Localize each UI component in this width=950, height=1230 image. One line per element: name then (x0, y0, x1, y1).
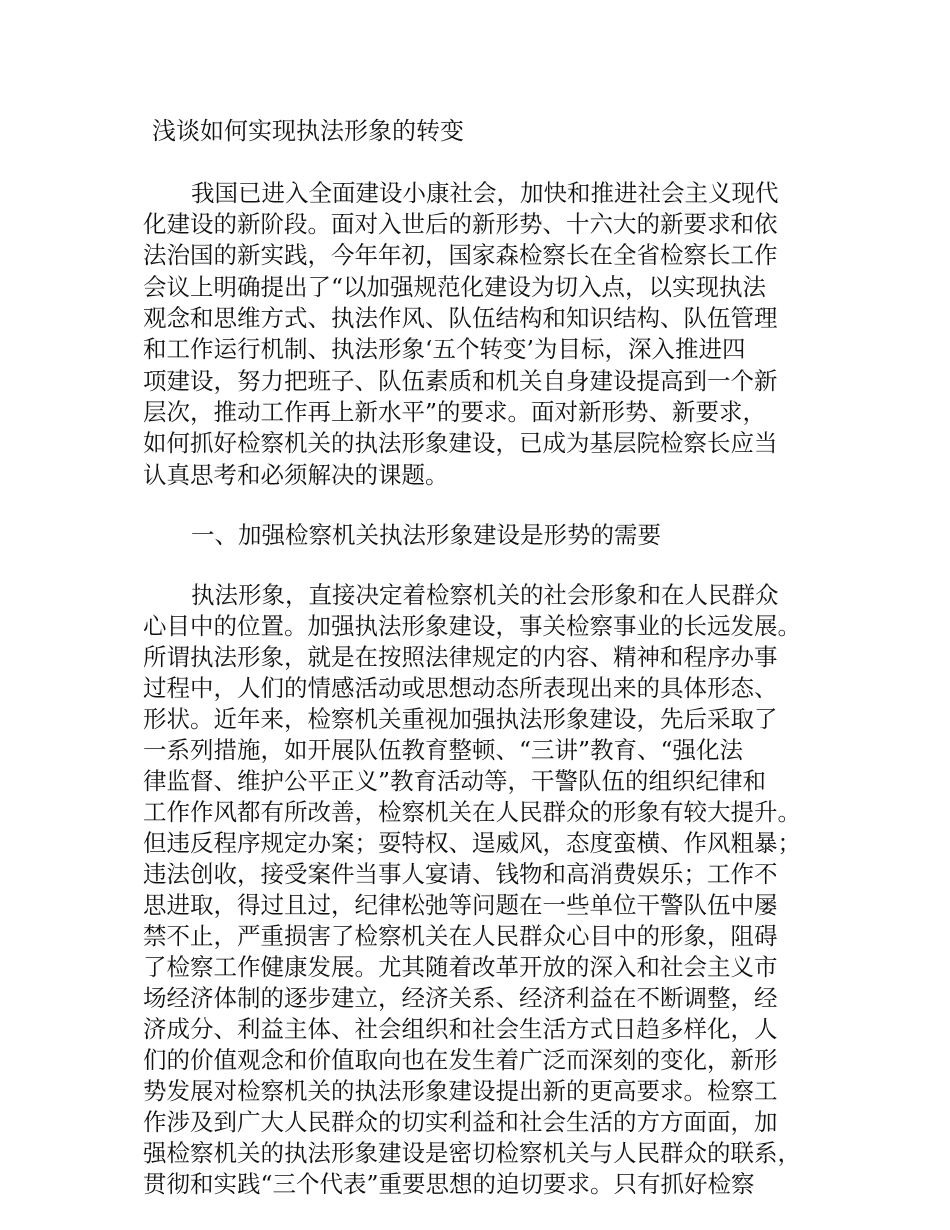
paragraph-2-line: 势发展对检察机关的执法形象建设提出新的更高要求。检察工 (143, 1077, 778, 1105)
paragraph-2-line: 心目中的位置。加强执法形象建设，事关检察事业的长远发展。 (143, 612, 801, 640)
paragraph-1-line: 如何抓好检察机关的执法形象建设，已成为基层院检察长应当 (143, 429, 778, 457)
paragraph-1-line: 化建设的新阶段。面对入世后的新形势、十六大的新要求和依 (143, 210, 778, 238)
paragraph-2-line: 作涉及到广大人民群众的切实利益和社会生活的方方面面，加 (143, 1108, 778, 1136)
paragraph-2-line: 济成分、利益主体、社会组织和社会生活方式日趋多样化，人 (143, 1015, 778, 1043)
paragraph-2-line: 一系列措施，如开展队伍教育整顿、“三讲”教育、“强化法 (143, 736, 744, 764)
paragraph-2-line: 过程中，人们的情感活动或思想动态所表现出来的具体形态、 (143, 674, 778, 702)
paragraph-2-line: 禁不止，严重损害了检察机关在人民群众心目中的形象，阻碍 (143, 922, 778, 950)
paragraph-2-line: 工作作风都有所改善，检察机关在人民群众的形象有较大提升。 (143, 798, 801, 826)
paragraph-2-line: 思进取，得过且过，纪律松弛等问题在一些单位干警队伍中屡 (143, 891, 778, 919)
paragraph-1-line: 会议上明确提出了“以加强规范化建设为切入点，以实现执法 (143, 273, 767, 301)
paragraph-2-line: 了检察工作健康发展。尤其随着改革开放的深入和社会主义市 (143, 953, 778, 981)
paragraph-2-line: 违法创收，接受案件当事人宴请、钱物和高消费娱乐；工作不 (143, 860, 778, 888)
document-title: 浅谈如何实现执法形象的转变 (152, 117, 464, 145)
paragraph-1-line: 认真思考和必须解决的课题。 (143, 461, 449, 489)
paragraph-1-line: 层次，推动工作再上新水平”的要求。面对新形势、新要求， (143, 398, 767, 426)
paragraph-1-line: 法治国的新实践，今年年初，国家森检察长在全省检察长工作 (143, 241, 778, 269)
paragraph-2-line: 执法形象，直接决定着检察机关的社会形象和在人民群众 (191, 581, 779, 609)
paragraph-2-line: 所谓执法形象，就是在按照法律规定的内容、精神和程序办事 (143, 643, 778, 671)
paragraph-2-line: 贯彻和实践“三个代表”重要思想的迫切要求。只有抓好检察 (143, 1170, 755, 1198)
paragraph-1-line: 观念和思维方式、执法作风、队伍结构和知识结构、队伍管理 (143, 304, 778, 332)
section-heading: 一、加强检察机关执法形象建设是形势的需要 (191, 521, 661, 549)
paragraph-2-line: 强检察机关的执法形象建设是密切检察机关与人民群众的联系， (143, 1139, 801, 1167)
paragraph-2-line: 们的价值观念和价值取向也在发生着广泛而深刻的变化，新形 (143, 1046, 778, 1074)
paragraph-1-line: 我国已进入全面建设小康社会，加快和推进社会主义现代 (191, 179, 779, 207)
paragraph-2-line: 形状。近年来，检察机关重视加强执法形象建设，先后采取了 (143, 705, 778, 733)
paragraph-2-line: 律监督、维护公平正义”教育活动等，干警队伍的组织纪律和 (143, 767, 767, 795)
paragraph-2-line: 场经济体制的逐步建立，经济关系、经济利益在不断调整，经 (143, 984, 778, 1012)
paragraph-1-line: 和工作运行机制、执法形象‘五个转变’为目标，深入推进四 (143, 335, 746, 363)
paragraph-2-line: 但违反程序规定办案；耍特权、逞威风，态度蛮横、作风粗暴； (143, 829, 801, 857)
paragraph-1-line: 项建设，努力把班子、队伍素质和机关自身建设提高到一个新 (143, 367, 778, 395)
